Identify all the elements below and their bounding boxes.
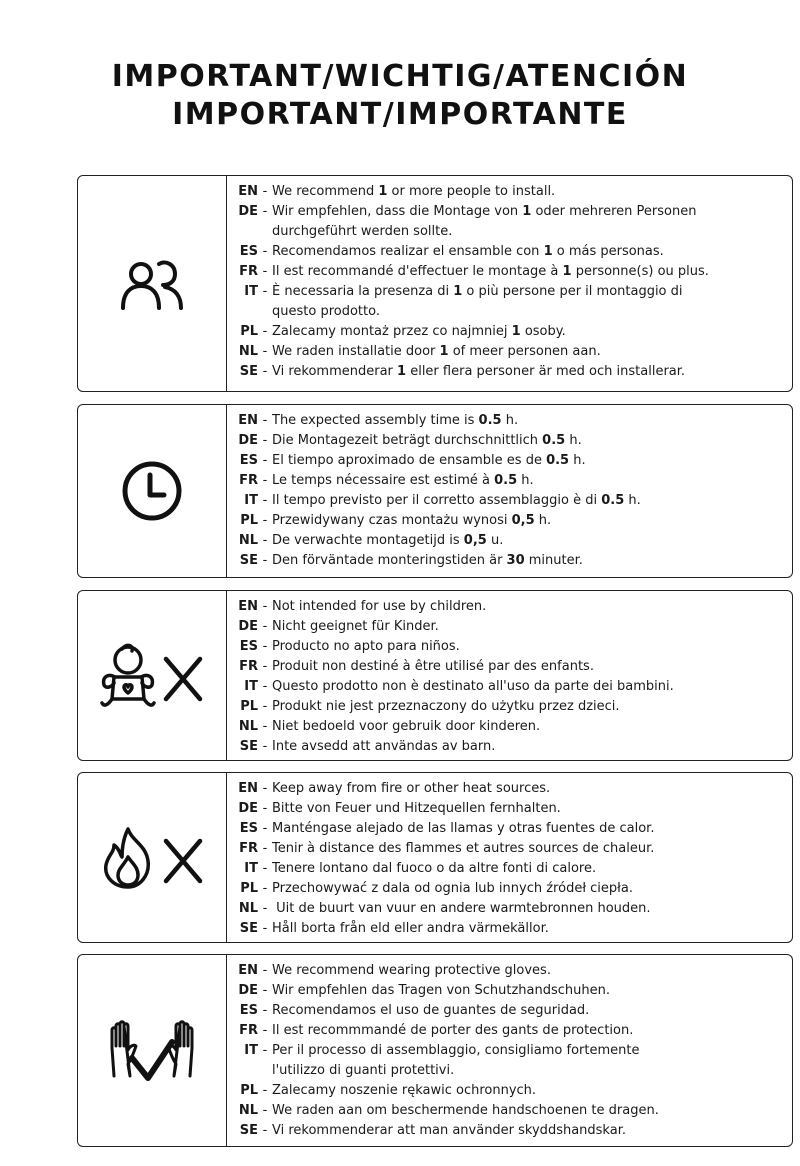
- line-de-cont: durchgeführt werden sollte.: [272, 224, 453, 239]
- line-fr: FR - Le temps nécessaire est estimé à 0.5 h.: [239, 473, 534, 488]
- line-fr: FR - Il est recommandé d'effectuer le montage à 1 personne(s) ou plus.: [239, 264, 709, 279]
- instruction-lines: [230, 182, 786, 382]
- page-title: [0, 58, 800, 134]
- line-pl: PL - Zalecamy montaż przez co najmniej 1 osoby.: [240, 324, 566, 339]
- line-de: DE - Nicht geeignet für Kinder.: [238, 619, 439, 634]
- two-people-icon: [78, 176, 226, 391]
- instruction-lines: [230, 961, 786, 1141]
- line-es: ES - Manténgase alejado de las llamas y otras fuentes de calor.: [239, 821, 655, 836]
- line-pl: PL - Produkt nie jest przeznaczony do użytku przez dzieci.: [240, 699, 620, 714]
- line-nl: NL - De verwachte montagetijd is 0,5 u.: [238, 533, 504, 548]
- line-en: EN - We recommend 1 or more people to install.: [238, 184, 556, 199]
- panel-fire-warning: [77, 772, 793, 943]
- line-it: IT - È necessaria la presenza di 1 o più persone per il montaggio di: [244, 284, 683, 299]
- line-se: SE - Vi rekommenderar 1 eller flera personer är med och installerar.: [239, 364, 686, 379]
- line-en: EN - Not intended for use by children.: [238, 599, 487, 614]
- line-nl: NL - Uit de buurt van vuur en andere warmtebronnen houden.: [238, 901, 651, 916]
- line-pl: PL - Zalecamy noszenie rękawic ochronnych.: [240, 1083, 537, 1098]
- panel-children-warning: [77, 590, 793, 761]
- line-fr: FR - Produit non destiné à être utilisé par des enfants.: [239, 659, 594, 674]
- line-se: SE - Den förväntade monteringstiden är 30 minuter.: [239, 553, 583, 568]
- panel-divider: [226, 773, 227, 942]
- line-es: ES - Recomendamos el uso de guantes de seguridad.: [239, 1003, 590, 1018]
- panel-gloves-recommendation: [77, 954, 793, 1147]
- line-es: ES - Producto no apto para niños.: [239, 639, 460, 654]
- line-it: IT - Il tempo previsto per il corretto assemblaggio è di 0.5 h.: [244, 493, 641, 508]
- line-fr: FR - Tenir à distance des flammes et autres sources de chaleur.: [239, 841, 655, 856]
- line-de: DE - Bitte von Feuer und Hitzequellen fernhalten.: [238, 801, 561, 816]
- line-se: SE - Vi rekommenderar att man använder skyddshandskar.: [239, 1123, 626, 1138]
- line-es: ES - El tiempo aproximado de ensamble es de 0.5 h.: [239, 453, 586, 468]
- panel-assembly-time: [77, 404, 793, 578]
- panel-divider: [226, 176, 227, 391]
- line-en: EN - Keep away from fire or other heat sources.: [238, 781, 551, 796]
- line-se: SE - Inte avsedd att användas av barn.: [239, 739, 496, 754]
- line-en: EN - The expected assembly time is 0.5 h.: [238, 413, 519, 428]
- instruction-lines: [230, 779, 786, 939]
- line-en: EN - We recommend wearing protective gloves.: [238, 963, 551, 978]
- flame-crossed-icon: [78, 773, 226, 942]
- line-nl: NL - We raden aan om beschermende handschoenen te dragen.: [238, 1103, 659, 1118]
- line-nl: NL - We raden installatie door 1 of meer personen aan.: [238, 344, 601, 359]
- gloves-checkmark-icon: [78, 955, 226, 1146]
- line-it: IT - Per il processo di assemblaggio, consigliamo fortemente: [244, 1043, 640, 1058]
- line-it: IT - Questo prodotto non è destinato all'uso da parte dei bambini.: [244, 679, 674, 694]
- line-de: DE - Wir empfehlen, dass die Montage von 1 oder mehreren Personen: [238, 204, 697, 219]
- line-it-cont: questo prodotto.: [272, 304, 380, 319]
- panel-divider: [226, 955, 227, 1146]
- line-pl: PL - Przechowywać z dala od ognia lub innych źródeł ciepła.: [240, 881, 633, 896]
- line-nl: NL - Niet bedoeld voor gebruik door kinderen.: [238, 719, 541, 734]
- line-se: SE - Håll borta från eld eller andra värmekällor.: [239, 921, 549, 936]
- panel-divider: [226, 591, 227, 760]
- line-it: IT - Tenere lontano dal fuoco o da altre fonti di calore.: [244, 861, 597, 876]
- instruction-lines: [230, 597, 786, 757]
- line-fr: FR - Il est recommmandé de porter des gants de protection.: [239, 1023, 634, 1038]
- line-pl: PL - Przewidywany czas montażu wynosi 0,5 h.: [240, 513, 552, 528]
- line-de: DE - Wir empfehlen das Tragen von Schutzhandschuhen.: [238, 983, 610, 998]
- baby-crossed-icon: [78, 591, 226, 760]
- line-de: DE - Die Montagezeit beträgt durchschnittlich 0.5 h.: [238, 433, 582, 448]
- title-line-1: IMPORTANT/WICHTIG/ATENCIÓN: [111, 59, 689, 94]
- line-es: ES - Recomendamos realizar el ensamble con 1 o más personas.: [239, 244, 664, 259]
- clock-icon: [78, 405, 226, 577]
- line-it-cont: l'utilizzo di guanti protettivi.: [272, 1063, 455, 1078]
- panel-assembly-people: [77, 175, 793, 392]
- title-line-2: IMPORTANT/IMPORTANTE: [172, 97, 628, 132]
- instruction-lines: [230, 411, 786, 571]
- panel-divider: [226, 405, 227, 577]
